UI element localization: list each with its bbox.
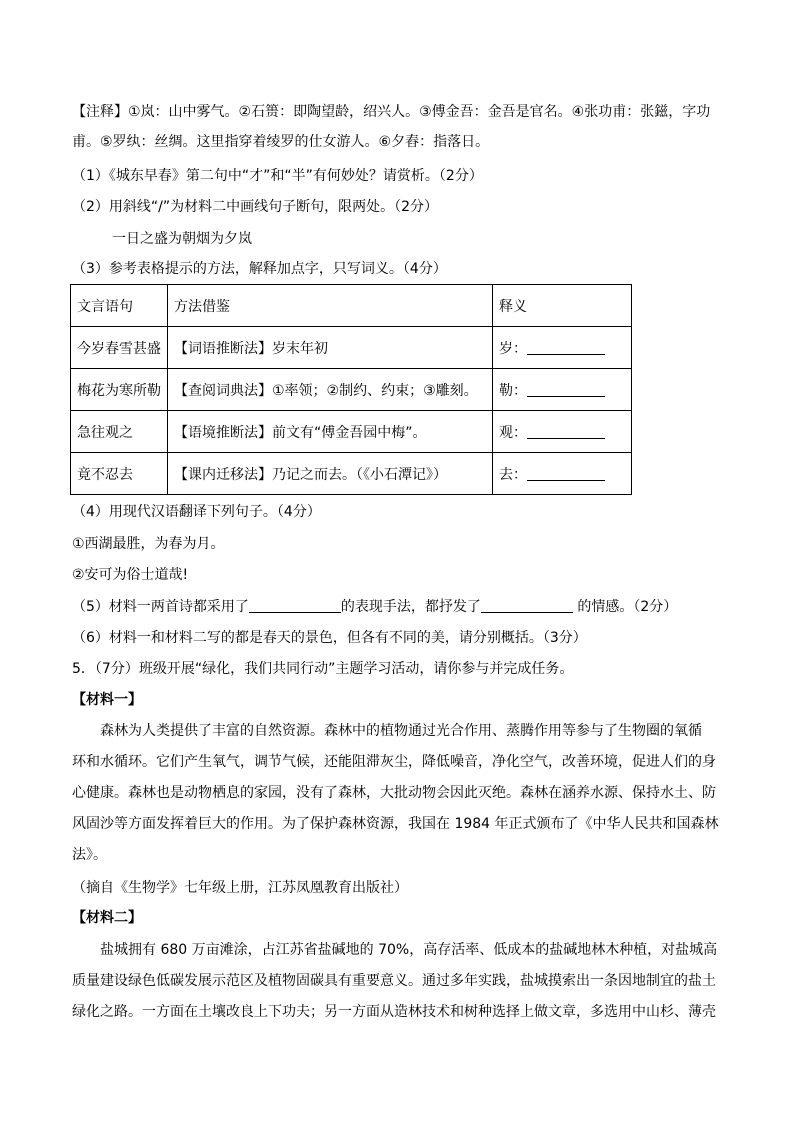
material-1-line: 法》。 [72,847,107,863]
table-cell-answer [493,411,632,453]
question-5-part-2: 的表现手法，都抒发了 [340,599,481,615]
notes-line-1: 【注释】①岚：山中雾气。②石篑：即陶望龄，绍兴人。③傅金吾：金吾是官名。④张功甫：张鎡，字功 [72,104,711,120]
question-5-part-3: 的情感。（2分） [572,599,678,615]
question-4-sentence-1: ①西湖最胜，为春为月。 [72,536,225,552]
table-header-cell: 方法借鉴 [168,285,493,327]
answer-blank[interactable] [527,466,605,481]
material-2-heading: 【材料二】 [72,910,142,926]
question-6: （6）材料一和材料二写的都是春天的景色，但各有不同的美，请分别概括。（3分） [72,630,587,646]
table-cell-answer [493,369,632,411]
table-cell-sentence: 急往观之 [71,411,168,453]
material-1-line: 环和水循环。它们产生氧气，调节气候，还能阻滞灰尘，降低噪音，净化空气，改善环境，促进人们的身 [72,754,716,770]
material-1-line: 风固沙等方面发挥着巨大的作用。为了保护森林资源，我国在 1984 年正式颁布了《中华人民共和国森林 [72,816,719,832]
material-1-line: 心健康。森林也是动物栖息的家园，没有了森林，大批动物会因此灭绝。森林在涵养水源、保持水土、防 [72,785,716,801]
question-5-part-1: （5）材料一两首诗都采用了 [72,599,249,615]
table-row [71,453,632,495]
question-4: （4）用现代汉语翻译下列句子。（4分） [72,504,321,520]
answer-label: 去： [499,466,527,483]
question-7: 5．（7分）班级开展“绿化，我们共同行动”主题学习活动，请你参与并完成任务。 [72,661,574,677]
table-cell-sentence: 竟不忍去 [71,453,168,495]
answer-label: 岁： [499,340,527,357]
question-5 [72,597,677,617]
question-3: （3）参考表格提示的方法，解释加点字，只写词义。（4分） [72,261,447,277]
table-header-row [71,285,632,327]
answer-blank[interactable] [527,382,605,397]
table-cell-method: 【语境推断法】前文有“傅金吾园中梅”。 [168,411,493,453]
table-cell-method: 【词语推断法】岁末年初 [168,327,493,369]
material-2-line: 质量建设绿色低碳发展示范区及植物固碳具有重要意义。通过多年实践，盐城摸索出一条因地制宜的盐土 [72,973,716,989]
question-2-sentence: 一日之盛为朝烟为夕岚 [112,231,252,247]
answer-blank[interactable] [527,424,605,439]
table-cell-method: 【课内迁移法】乃记之而去。（《小石潭记》） [168,453,493,495]
material-1-source: （摘自《生物学》七年级上册，江苏凤凰教育出版社） [72,880,408,896]
answer-label: 勒： [499,382,527,399]
notes-line-2: 甫。⑤罗纨：丝绸。这里指穿着绫罗的仕女游人。⑥夕舂：指落日。 [72,134,490,150]
table-cell-method: 【查阅词典法】①率领；②制约、约束；③雕刻。 [168,369,493,411]
table-cell-answer [493,453,632,495]
answer-blank[interactable] [249,598,341,613]
table-cell-answer [493,327,632,369]
table-cell-sentence: 今岁春雪甚盛 [71,327,168,369]
material-1-line: 森林为人类提供了丰富的自然资源。森林中的植物通过光合作用、蒸腾作用等参与了生物圈的氧循 [100,723,702,739]
table-row [71,369,632,411]
table-row [71,327,632,369]
table-row [71,411,632,453]
material-2-body [72,935,727,1028]
question-4-sentence-2: ②安可为俗士道哉! [72,567,189,583]
table-header-cell: 文言语句 [71,285,168,327]
question-2: （2）用斜线“/”为材料二中画线句子断句，限两处。（2分） [72,199,439,215]
question-1: （1）《城东早春》第二句中“才”和“半”有何妙处？请赏析。（2分） [72,168,483,184]
material-1-body [72,716,727,871]
material-2-line: 盐城拥有 680 万亩滩涂，占江苏省盐碱地的 70%，高存活率、低成本的盐碱地林木种植，对盐城高 [100,942,718,958]
material-2-line: 绿化之路。一方面在土壤改良上下功夫；另一方面从造林技术和树种选择上做文章，多选用中山杉、薄壳 [72,1004,716,1020]
answer-blank[interactable] [481,598,573,613]
method-table [70,284,632,495]
answer-blank[interactable] [527,340,605,355]
table-header-cell: 释义 [493,285,632,327]
table-cell-sentence: 梅花为寒所勒 [71,369,168,411]
material-1-heading: 【材料一】 [72,692,142,708]
answer-label: 观： [499,424,527,441]
